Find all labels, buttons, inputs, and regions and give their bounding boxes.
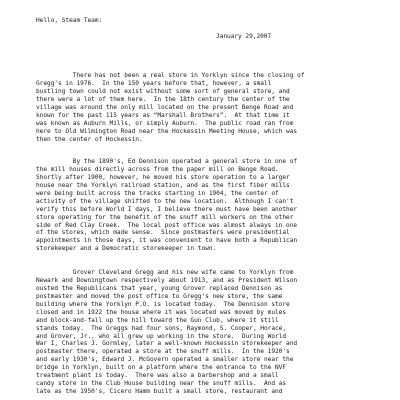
text-line: candy store in the Club House building near the snuff mills. And as	[36, 380, 287, 388]
letter-date: January 29,2007	[216, 33, 272, 40]
text-line: treatment plant is today. There was also a barbershop and a small	[36, 372, 279, 380]
text-line: stands today. The Greggs had four sons, Raymond, S. Cooper, Horace,	[36, 324, 287, 332]
text-line: was known as Auburn Mills, or simply Auburn. The public road ran from	[36, 119, 294, 127]
text-line: Grover Cleveland Gregg and his new wife came to Yorklyn from	[36, 269, 294, 276]
text-line: village was around the only mill located on the present Benge Road and	[36, 103, 294, 111]
text-line: known for the past 115 years as “Marshall Brothers”. At that time it	[36, 111, 290, 119]
text-line: verify this before World I days, I believe there must have been another	[36, 205, 298, 213]
text-line: Shortly after 1900, however, he moved his store operation to a larger	[36, 173, 290, 181]
text-line: appointments in those days, it was convenient to have both a Republican	[36, 237, 298, 245]
paragraph-2	[36, 158, 376, 253]
text-line: Gregg's in 1976. In the 150 years before that, however, a small	[36, 79, 272, 87]
text-line: there were a lot of them here. In the 18th century the center of the	[36, 95, 290, 103]
text-line: War I, Charles J. Gormley, later a well-known Hockessin storekeeper and	[36, 340, 298, 348]
text-line: house near the Yorklyn railroad station, and as the first fiber mills	[36, 181, 290, 189]
paragraph-3	[36, 269, 376, 396]
text-line: side of Red Clay Creek. The local post office was almost always in one	[36, 221, 298, 229]
text-line: By the 1890's, Ed Dennison operated a general store in one of	[36, 158, 298, 165]
text-line: bridge in Yorklyn, built on a platform where the entrance to the NVF	[36, 364, 287, 372]
text-line: closed and in 1922 the house where it was located was moved by mules	[36, 308, 287, 316]
text-line: Newark and Downingtown respectively about 1913, and as President Wilson	[36, 276, 298, 284]
text-line: the mill houses directly across from the paper mill on Benge Road.	[36, 165, 279, 173]
text-line: were being built across the tracks starting in 1904, the center of	[36, 189, 279, 197]
text-line: activity of the village shifted to the new location. Although I can't	[36, 197, 294, 205]
text-line: of the stores, which made sense. Since postmasters were presidential	[36, 229, 290, 237]
letter-greeting: Hello, Steam Team:	[36, 17, 103, 24]
text-line: store operating for the benefit of the snuff mill workers on the other	[36, 213, 294, 221]
text-line: building where the Yorklyn P.O. is located today. The Dennison store	[36, 300, 290, 308]
text-line: and Grover, Jr., who all grew up working in the store. During World	[36, 332, 287, 340]
text-line: postmaster there, operated a store at the snuff mills. In the 1920's	[36, 348, 290, 356]
text-line: storekeeper and a Democratic storekeeper in town.	[36, 245, 217, 253]
text-line: ousted the Republicans that year, young Grover replaced Dennison as	[36, 284, 283, 292]
text-line: late as the 1950's, Cicero Hamm built a small store, restaurant and	[36, 388, 283, 396]
text-line: There has not been a real store in Yorklyn since the closing of	[36, 72, 305, 79]
text-line: and early 1930's, Edward J. McGovern operated a smaller store near the	[36, 356, 294, 364]
text-line: then the center of Hockessin.	[36, 135, 143, 143]
text-line: here to Old Wilmington Road near the Hockessin Meeting House, which was	[36, 127, 298, 135]
text-line: postmaster and moved the post office to Gregg's new store, the same	[36, 292, 283, 300]
text-line: bustling town could not exist without some sort of general store, and	[36, 87, 290, 95]
text-line: and block-and-fall up the hill toward the Gun Club, where it still	[36, 316, 279, 324]
paragraph-1	[36, 72, 376, 143]
